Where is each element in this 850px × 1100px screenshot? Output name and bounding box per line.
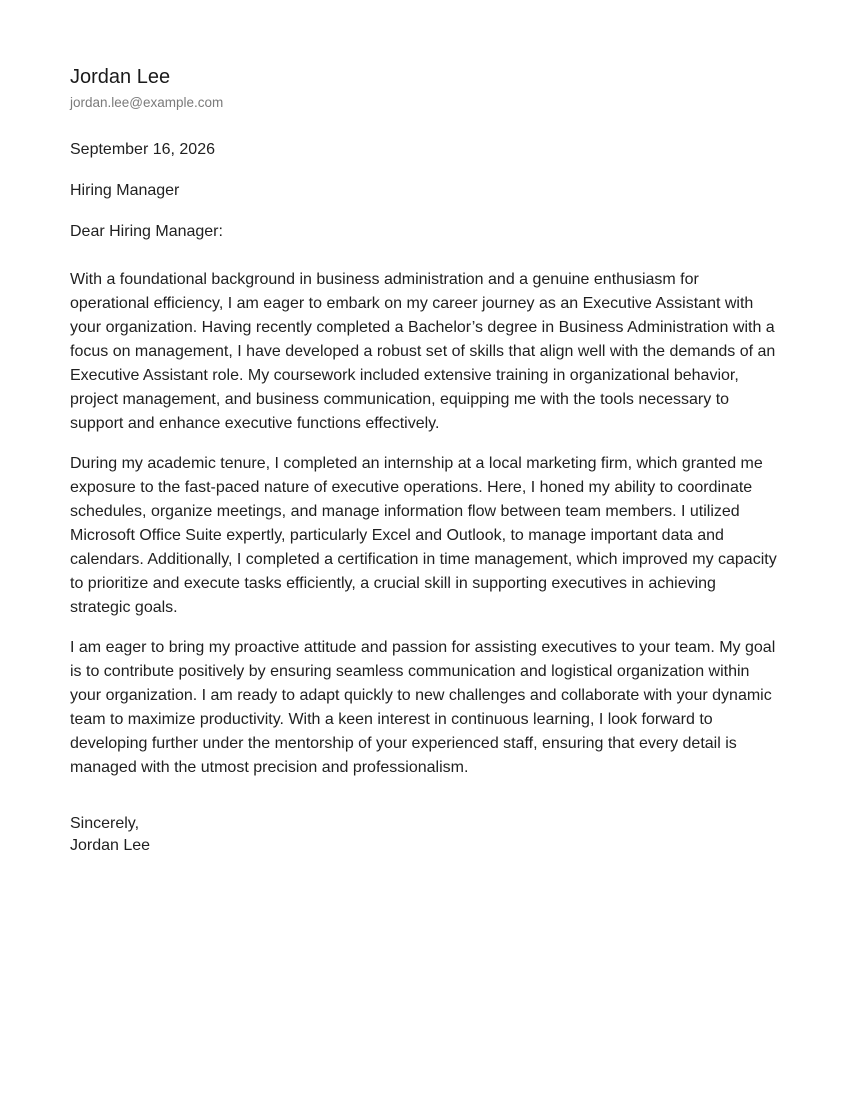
salutation: Dear Hiring Manager: bbox=[70, 223, 223, 240]
cover-letter bbox=[70, 64, 780, 857]
sender-name: Jordan Lee bbox=[70, 66, 171, 88]
letter-date: September 16, 2026 bbox=[70, 141, 215, 158]
body-paragraph-1: With a foundational background in business administration and a genuine enthusiasm for operational efficiency, I am eager to embark on my career journey as an Executive Assistant with your organization. Having recently completed a Bachelor’s degree in Business Administration with a focus on management, I have developed a robust set of skills that align well with the demands of an Executive Assistant role. My coursework included extensive training in organizational behavior, project management, and business communication, equipping me with the tools necessary to support and enhance executive functions effectively. bbox=[70, 271, 776, 432]
recipient: Hiring Manager bbox=[70, 182, 180, 199]
letter-body bbox=[70, 268, 780, 780]
sender-email: jordan.lee@example.com bbox=[70, 95, 224, 110]
closing: Sincerely, bbox=[70, 815, 140, 832]
signature: Jordan Lee bbox=[70, 837, 151, 854]
body-paragraph-2: During my academic tenure, I completed an internship at a local marketing firm, which granted me exposure to the fast-paced nature of executive operations. Here, I honed my ability to coordinate schedules, organize meetings, and manage information flow between team members. I utilized Microsoft Office Suite expertly, particularly Excel and Outlook, to manage important data and calendars. Additionally, I completed a certification in time management, which improved my capacity to prioritize and execute tasks efficiently, a crucial skill in supporting executives in achieving strategic goals. bbox=[70, 455, 777, 616]
body-paragraph-3: I am eager to bring my proactive attitude and passion for assisting executives to your team. My goal is to contribute positively by ensuring seamless communication and logistical organization within your organization. I am ready to adapt quickly to new challenges and collaborate with your dynamic team to maximize productivity. With a keen interest in continuous learning, I look forward to developing further under the mentorship of your experienced staff, ensuring that every detail is managed with the utmost precision and professionalism. bbox=[70, 639, 776, 776]
